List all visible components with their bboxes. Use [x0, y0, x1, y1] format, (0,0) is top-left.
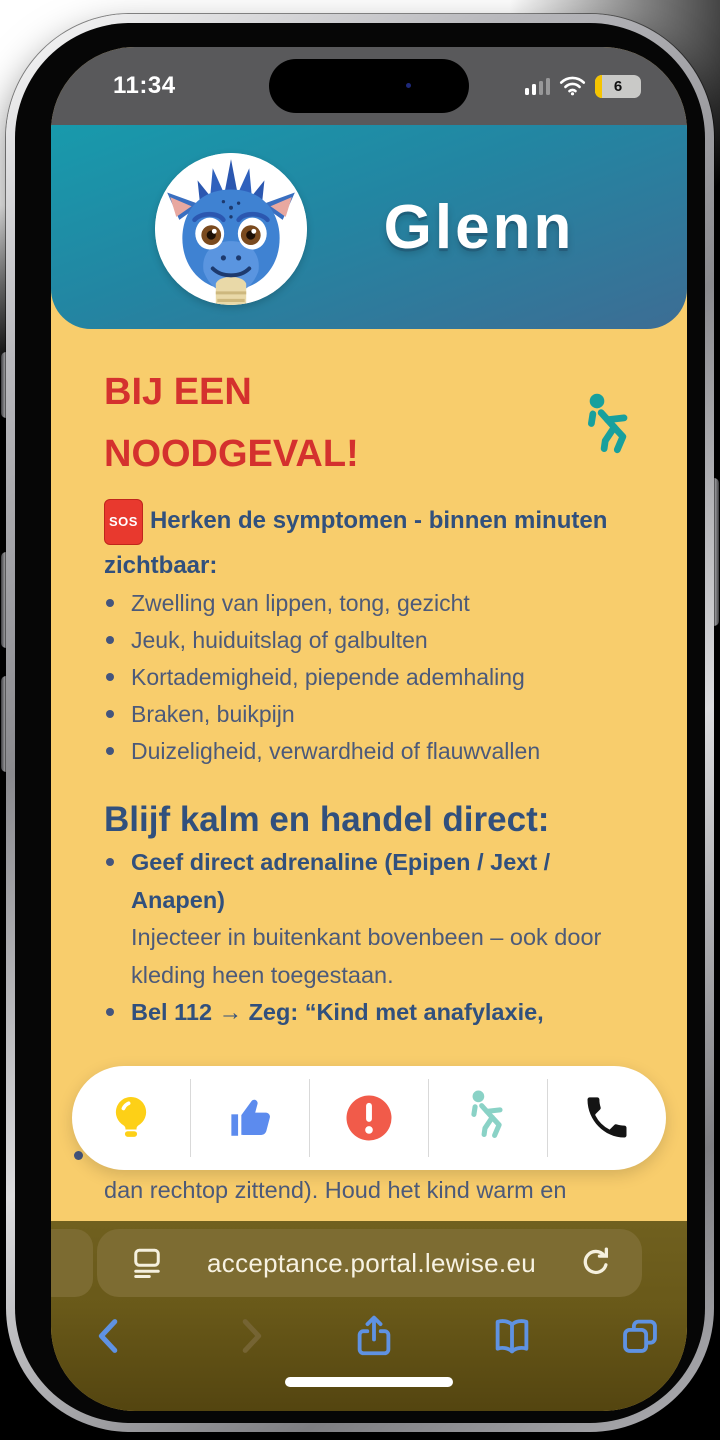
profile-name: Glenn: [383, 192, 575, 262]
thumbs-up-icon: [224, 1092, 276, 1144]
battery-level: 6: [613, 77, 623, 95]
list-item: Kortademigheid, piepende ademhaling: [104, 659, 641, 696]
lightbulb-icon: [105, 1092, 157, 1144]
phone-frame: [6, 14, 714, 1432]
list-item: Zwelling van lippen, tong, gezicht: [104, 585, 641, 622]
phone-icon: [581, 1092, 633, 1144]
battery-icon: [595, 75, 637, 98]
thumbs-up-button[interactable]: [191, 1066, 309, 1170]
actions-list: [104, 844, 634, 1032]
partial-text-line: dan rechtop zittend). Houd het kind warm en: [104, 1177, 567, 1203]
adjacent-tab-pill[interactable]: [51, 1229, 93, 1297]
calm-heading: Blijf kalm en handel direct:: [104, 800, 550, 839]
list-item: Jeuk, huiduitslag of galbulten: [104, 622, 641, 659]
address-bar[interactable]: [97, 1229, 642, 1297]
page-content: [51, 329, 687, 1032]
falling-person-button[interactable]: [429, 1066, 547, 1170]
alert-icon: [342, 1091, 396, 1145]
phone-screen: [51, 47, 687, 1411]
falling-person-icon: [579, 389, 639, 467]
alert-button[interactable]: [310, 1066, 428, 1170]
lightbulb-button[interactable]: [72, 1066, 190, 1170]
list-item: Braken, buikpijn: [104, 696, 641, 733]
phone-bezel: [15, 23, 705, 1423]
falling-person-icon: [461, 1088, 515, 1148]
symptoms-heading: SOS Herken de symptomen - binnen minuten zichtbaar:: [104, 501, 624, 585]
browser-chrome: [51, 1221, 687, 1411]
bookmarks-button[interactable]: [489, 1313, 535, 1359]
sos-emoji: SOS: [104, 499, 143, 545]
list-item: Bel 112 → Zeg: “Kind met anafylaxie,: [104, 994, 634, 1032]
profile-header: [51, 125, 687, 329]
tabs-button[interactable]: [617, 1313, 663, 1359]
phone-call-button[interactable]: [548, 1066, 666, 1170]
camera-dot: [406, 83, 411, 88]
status-time: 11:34: [113, 72, 176, 99]
forward-button[interactable]: [227, 1313, 273, 1359]
reader-view-icon[interactable]: [129, 1245, 165, 1281]
home-indicator[interactable]: [285, 1377, 453, 1387]
cellular-signal-icon: [525, 77, 551, 95]
wifi-icon: [559, 76, 586, 96]
back-button[interactable]: [87, 1313, 133, 1359]
avatar: [155, 153, 307, 305]
list-item: Duizeligheid, verwardheid of flauwvallen: [104, 733, 641, 770]
share-button[interactable]: [351, 1313, 397, 1359]
quick-action-toolbar: [72, 1066, 666, 1170]
symptoms-list: [104, 585, 641, 770]
browser-nav-bar: [51, 1313, 687, 1369]
list-item: Geef direct adrenaline (Epipen / Jext / Anapen) Injecteer in buitenkant bovenbeen – ook door kleding heen toegestaan.: [104, 844, 634, 994]
url-text: acceptance.portal.lewise.eu: [207, 1247, 536, 1278]
dynamic-island: [269, 59, 469, 113]
emergency-title: BIJ EEN NOODGEVAL!: [104, 371, 359, 475]
refresh-icon[interactable]: [578, 1245, 614, 1281]
